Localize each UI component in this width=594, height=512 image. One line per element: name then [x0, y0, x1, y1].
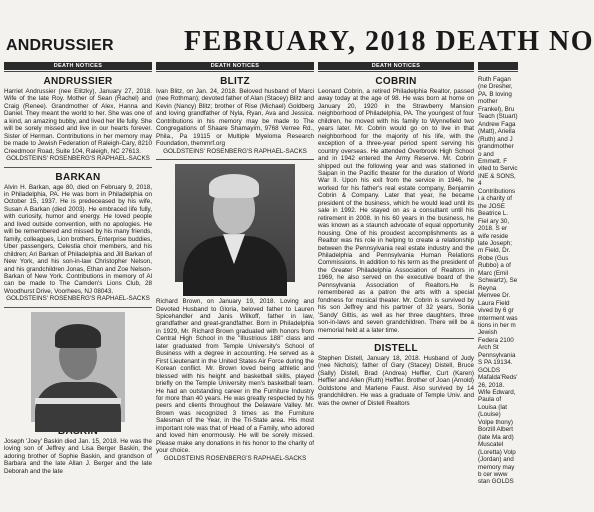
- column-2: [156, 62, 314, 512]
- divider: [156, 71, 314, 72]
- notice-baskin: [4, 312, 152, 475]
- notice-body: Ruth Fagan (ne Dresher, PA. B loving mother Frankel), Bru Teach (Stuart) Andrew Faga (Matt), Ariella (Ruth) and J grandmother o and Emmett. F vited to Servic INE & SONS, 4 Contributions i a charity of the JOSE Beatrice L. Fiel ary 30, 2018. S er wife reside late Joseph; m Field, Dr. Robe (Gus Rubbo) a of Marc (Emil Schwartz), Se Reyna Menvee Dr. Laura Field vived by 6 gr Interment was tions in her m Jewish Federa 2100 Arch St Pennsylvania S PA 19134. GOLDS Mafalda'Reds' 26, 2018. Wife Edward, Paula of Louisa (lat (Louise) Volpe thony) Borzill Albert (late Ma ard) Muscatel (Loretta) Volp (Jordan) and memory may b cer www stan GOLDS: [478, 76, 518, 486]
- notice-signature: GOLDSTEINS' ROSENBERG'S RAPHAEL-SACKS: [6, 155, 150, 163]
- column-4: [478, 62, 518, 512]
- notice-heading: DISTELL: [374, 342, 418, 354]
- notice-signature: GOLDSTEINS' ROSENBERG'S RAPHAEL-SACKS: [6, 295, 150, 303]
- notice-cobrin: [318, 76, 474, 334]
- notice-body: Ivan Blitz, on Jan. 24, 2018. Beloved husband of Marci (nee Rothman); devoted father of Alan (Stacey) Blitz and Kevin (Nancy) Blitz; brother of Rise (Michael) Goldberg and loving grandfather of Nyla, Ryan, Ava and Jessica. Contributions in his memory may be made to The Congregations of Shaare Shamayim, 9768 Verree Rd., Phila., Pa 19115 or Multiple Myeloma Research Foundation, themmrf.org: [156, 88, 314, 148]
- notice-body: Alvin H. Barkan, age 80, died on February 9, 2018, in Philadelphia, PA. He was born in Philadelphia on October 15, 1937. He is predeceased by his wife, Susan A Barkan (died 2003). He embraced life fully, with curiosity, humor and energy. He loved people and lived outside convention, with no apologies. He will be remembered and missed by his many friends, family, colleagues, Lion brothers, Enterprise buddies, Uber passengers, Celestia choir members, and his children; Ari Barkan of Philadelphia and Jill Barkan of New York, and his son-in-law Christopher Nelson, and his grandchildren Jonas, Ethan and Zoe Nelson-Barkan of New York. Contributions in memory of Al can be made to The Camden's Lions Club, 28 Woodhurst Drive, Voorhees, NJ 08043.: [4, 183, 152, 295]
- portrait-photo: [175, 164, 295, 282]
- notice-signature: GOLDSTEINS' ROSENBERG'S RAPHAEL-SACKS: [163, 147, 307, 155]
- divider: [156, 159, 314, 160]
- notice-heading: COBRIN: [375, 76, 417, 87]
- notice-distell: [318, 343, 474, 407]
- notice-body: Richard Brown, on January 19, 2018. Loving and Devoted Husband to Gloria, beloved father to Lauren Spicehandler and Janis Wilkoff, father in law, grandfather and great-grandfather. Born in Philadelphia in 1929, Mr. Richard Brown graduated with honors from Central High School in the "Illustrious 188" class and later graduated from Temple University's School of Business with a degree in accounting. He served as a First Lieutenant in the United States Air Force during the Korean conflict. Mr. Brown loved being athletic and blessed with his height and basketball skills, played briefly on the Temple University men's basketball team. He had an outstanding career in the Furniture Industry for more than 40 years. He was greatly respected by his peers and clients throughout the Delaware Valley. Mr. Brown was recognized 3 times as the Furniture Salesman of the Year, in the Tri-State area. His most important role was that of Head of a Family, who adored and loved him enormously. He will be sorely missed. Please make any donations in his honor to the charity of your choice.: [156, 298, 314, 455]
- notice-heading: ANDRUSSIER: [43, 76, 113, 87]
- notice-blitz: [156, 76, 314, 155]
- notice-body: Joseph 'Joey' Baskin died Jan. 15, 2018. He was the loving son of Jeffrey and Lisa Berger Baskin, the adoring brother of Sophie Baskin, and grandson of Barbara and the late Allan J. Berger and the late Deborah and the late: [4, 437, 152, 475]
- column-3: [318, 62, 474, 512]
- divider: [478, 71, 518, 72]
- notice-brown: [156, 164, 314, 462]
- page-title: FEBRUARY, 2018 DEATH NO: [184, 26, 594, 57]
- divider: [4, 307, 152, 308]
- notice-body: Harriet Andrussier (nee Elitzky), January 27, 2018. Wife of the late Roy. Mother of Sean (Rachel) and Craig (Renee). Grandmother of Alex, Hanna and Daniel. They meant the world to her. She was one of a kind, an amazing bubby, and lived her life fully. She will be sorely missed and live in our hearts forever. Sister of Herman. Contributions in her memory may be made to Jewish Federation of Raleigh-Cary, 8210 Creedmoor Road, Suite 104, Raleigh, NC 27613.: [4, 88, 152, 155]
- divider: [318, 338, 474, 339]
- divider: [4, 167, 152, 168]
- notice-barkan: [4, 172, 152, 303]
- notice-heading: BLITZ: [220, 76, 250, 87]
- portrait-photo: [31, 312, 125, 422]
- section-label: DEATH NOTICES: [4, 62, 152, 70]
- divider: [318, 71, 474, 72]
- divider: [4, 71, 152, 72]
- notice-heading: BARKAN: [55, 171, 101, 183]
- column-1: [4, 62, 152, 512]
- section-label: DEATH NOTICES: [156, 62, 314, 70]
- notice-signature: GOLDSTEINS ROSENBERG'S RAPHAEL-SACKS: [163, 454, 307, 462]
- section-label: [478, 62, 518, 70]
- notice-body: Stephen Distell, January 18, 2018. Husband of Judy (nee Nichols); father of Gary (Stacey) Distell, Bruce (Sally) Distell, Brad (Andrea) Heffler, Curt (Karen) Heffler and Allen (Ruth) Heffler. Brother of Joan (Arnold) Goldstone and Marlene Faust. Also survived by 14 grandchildren. He was a graduate of Temple Univ. and was the owner of Distell Realtors: [318, 354, 474, 407]
- notice-body: Leonard Cobrin, a retired Philadelphia Realtor, passed away today at the age of 98. He was born at home on January 20, 1920 in the Strawberry Mansion neighborhood of Philadelphia, PA. The youngest of four children, he moved with his family to Wynnefield two years later. Mr. Cobrin would go on to live in that neighborhood for the majority of his life, with the exception of a three-year period spent serving his country overseas. He attended Overbrook High School and in 1942 entered the Army Reserve. Mr. Cobrin shipped out the following year and was stationed in Saipan in the Pacific theater for the duration of World War II. Upon his exit from the service in 1946, he worked for his father's real estate company, Benjamin Cobrin & Company. Later that year, he became president of the business, which he would lead until its sale in 1992. He stayed on as a consultant until his retirement in 2008. In his 60 years in the business, he was known as a staunch advocate of equal opportunity housing. One of his proudest accomplishments as a Realtor was his role in helping to create a relationship between the Pennsylvania real estate industry and the Philadelphia and Pennsylvania Human Relations Commissions. In addition to his term as the president of the Greater Philadelphia Association of Realtors in 1969, he also served on the executive board of the Pennsylvania Association of Realtors.He is remembered as a patron the arts with a special fondness for musical theater. Mr. Cobrin is survived by his son Jeffrey and his partner of 32 years, Sonia 'Sandy' Gittis, as well as her three daughters, three son-in-laws and seven grandchildren. There will be a memorial held at a later time.: [318, 88, 474, 334]
- notice-andrussier: [4, 76, 152, 163]
- page-header: [0, 0, 594, 58]
- section-label: DEATH NOTICES: [318, 62, 474, 70]
- running-header-name: ANDRUSSIER: [6, 37, 114, 54]
